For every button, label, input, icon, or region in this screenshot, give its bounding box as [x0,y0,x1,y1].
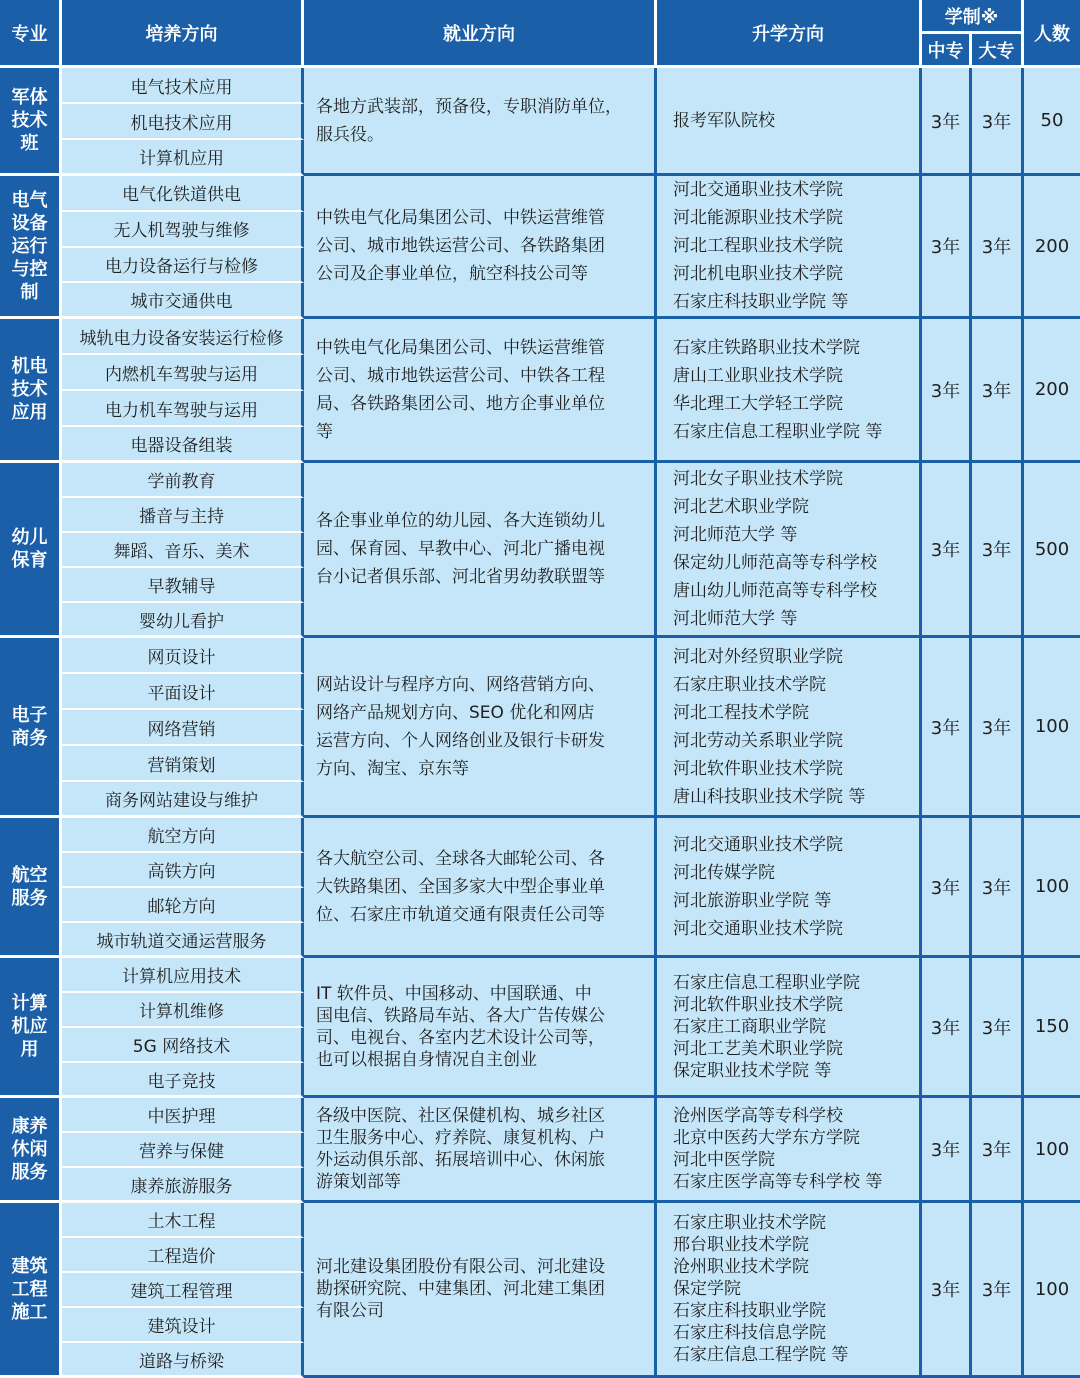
major-name: 康养休闲服务 [11,1115,48,1183]
school-item: 石家庄信息工程职业学院 [673,972,860,993]
school-item: 河北工艺美术职业学院 [673,1038,843,1059]
school-item: 河北女子职业技术学院 [673,469,843,489]
training-direction: 机电技术应用 [62,104,304,140]
training-direction: 计算机维修 [62,993,304,1028]
secondary-years: 3年 [922,463,972,638]
school-list [673,107,909,135]
training-direction: 建筑工程管理 [62,1273,304,1308]
student-count: 500 [1024,463,1080,638]
college-years: 3年 [972,818,1024,958]
training-direction: 学前教育 [62,463,304,498]
training-direction: 土木工程 [62,1203,304,1238]
school-item: 河北机电职业技术学院 [673,264,843,284]
school-item: 石家庄医学高等专科学校 等 [673,1172,883,1192]
employment-line: 公司及企事业单位，航空科技公司等 [316,264,588,284]
employment-line: 局、各铁路集团公司、地方企事业单位 [316,393,605,414]
employment-line: 台小记者俱乐部、河北省男幼教联盟等 [316,567,605,587]
school-item: 河北工程职业技术学院 [673,236,843,256]
employment-line: 各级中医院、社区保健机构、城乡社区 [316,1106,605,1126]
training-direction: 电力机车驾驶与运用 [62,391,304,427]
employment-line: 服兵役。 [316,124,384,145]
employment-line: 各大航空公司、全球各大邮轮公司、各 [316,848,605,869]
training-direction: 电力设备运行与检修 [62,248,304,284]
major-name: 军体技术班 [11,87,48,154]
school-item: 保定职业技术学院 等 [673,1060,832,1081]
major-name: 建筑工程施工 [11,1255,48,1323]
student-count: 100 [1024,818,1080,958]
training-direction: 航空方向 [62,818,304,853]
employment-line: 公司、城市地铁运营公司、中铁各工程 [316,365,605,386]
school-item: 河北工程技术学院 [673,702,809,723]
school-item: 报考军队院校 [673,110,775,131]
major-name: 机电技术应用 [11,356,48,423]
employment-cell [304,68,657,176]
training-direction: 早教辅导 [62,568,304,603]
training-direction: 营养与保健 [62,1133,304,1168]
secondary-years: 3年 [922,176,972,319]
employment-line: 卫生服务中心、疗养院、康复机构、户 [316,1128,605,1148]
training-direction: 城市轨道交通运营服务 [62,923,304,958]
table-row [0,176,1080,212]
employment-line: 网站设计与程序方向、网络营销方向、 [316,674,605,695]
school-item: 沧州职业技术学院 [673,1257,809,1277]
employment-line: 国电信、铁路局车站、各大广告传媒公 [316,1005,605,1026]
school-list [673,972,909,1082]
table-row [0,958,1080,993]
major-name: 电子商务 [11,704,48,749]
header-count: 人数 [1024,0,1080,68]
school-item: 唐山科技职业技术学院 等 [673,786,866,807]
school-item: 河北能源职业技术学院 [673,208,843,228]
secondary-years: 3年 [922,1098,972,1203]
employment-cell [304,1203,657,1378]
school-item: 石家庄信息工程职业学院 等 [673,421,883,442]
school-item: 河北交通职业技术学院 [673,834,843,855]
school-list [673,643,909,811]
major-name: 计算机应用 [11,993,48,1060]
header-training: 培养方向 [62,0,304,68]
employment-line: 司、电视台、各室内艺术设计公司等， [316,1027,605,1048]
training-direction: 平面设计 [62,674,304,710]
training-direction: 康养旅游服务 [62,1168,304,1203]
major-cell [0,319,62,463]
major-cell [0,958,62,1098]
training-direction: 营销策划 [62,746,304,782]
school-item: 沧州医学高等专科学校 [673,1106,843,1126]
employment-line: 各企事业单位的幼儿园、各大连锁幼儿 [316,511,605,531]
further-study-cell [657,1098,922,1203]
table-row [0,68,1080,104]
major-cell [0,68,62,176]
employment-cell [304,818,657,958]
school-item: 石家庄科技职业学院 [673,1301,826,1321]
training-direction: 城市交通供电 [62,283,304,319]
further-study-cell [657,319,922,463]
school-item: 河北交通职业技术学院 [673,180,843,200]
school-item: 河北旅游职业学院 等 [673,890,832,911]
employment-line: 游策划部等 [316,1172,401,1192]
training-direction: 无人机驾驶与维修 [62,212,304,248]
secondary-years: 3年 [922,958,972,1098]
further-study-cell [657,1203,922,1378]
college-years: 3年 [972,68,1024,176]
school-item: 石家庄信息工程学院 等 [673,1345,849,1365]
employment-cell [304,319,657,463]
school-item: 河北师范大学 等 [673,609,798,629]
table-row [0,463,1080,498]
header-secondary: 中专 [922,34,972,68]
college-years: 3年 [972,958,1024,1098]
training-direction: 网页设计 [62,638,304,674]
further-study-cell [657,958,922,1098]
employment-line: 也可以根据自身情况自主创业 [316,1049,537,1070]
major-name: 航空服务 [11,864,48,909]
major-cell [0,463,62,638]
school-item: 河北对外经贸职业学院 [673,646,843,667]
college-years: 3年 [972,638,1024,818]
training-direction: 婴幼儿看护 [62,603,304,638]
secondary-years: 3年 [922,818,972,958]
major-name: 幼儿保育 [11,527,48,571]
school-item: 石家庄职业技术学院 [673,1213,826,1233]
college-years: 3年 [972,319,1024,463]
college-years: 3年 [972,176,1024,319]
employment-line: IT 软件员、中国移动、中国联通、中 [316,983,592,1004]
school-item: 河北劳动关系职业学院 [673,730,843,751]
student-count: 200 [1024,176,1080,319]
training-direction: 中医护理 [62,1098,304,1133]
employment-line: 等 [316,421,333,442]
school-item: 石家庄工商职业学院 [673,1016,826,1037]
header-major: 专业 [0,0,62,68]
table-row [0,818,1080,853]
training-direction: 电子竞技 [62,1063,304,1098]
school-item: 河北软件职业技术学院 [673,758,843,779]
school-list [673,465,909,633]
employment-line: 外运动俱乐部、拓展培训中心、休闲旅 [316,1150,605,1170]
school-item: 保定学院 [673,1279,741,1299]
major-cell [0,818,62,958]
school-list [673,831,909,943]
training-direction: 道路与桥梁 [62,1343,304,1378]
school-item: 华北理工大学轻工学院 [673,393,843,414]
training-direction: 建筑设计 [62,1308,304,1343]
school-item: 河北师范大学 等 [673,525,798,545]
training-direction: 工程造价 [62,1238,304,1273]
school-list [673,334,909,446]
header-college: 大专 [972,34,1024,68]
employment-cell [304,176,657,319]
student-count: 100 [1024,1098,1080,1203]
training-direction: 内燃机车驾驶与运用 [62,355,304,391]
college-years: 3年 [972,1098,1024,1203]
student-count: 100 [1024,1203,1080,1378]
school-item: 石家庄铁路职业技术学院 [673,337,860,358]
college-years: 3年 [972,463,1024,638]
student-count: 100 [1024,638,1080,818]
training-direction: 计算机应用 [62,140,304,176]
training-direction: 电气化铁道供电 [62,176,304,212]
school-item: 河北艺术职业学院 [673,497,809,517]
employment-line: 有限公司 [316,1301,384,1321]
employment-line: 河北建设集团股份有限公司、河北建设 [316,1257,605,1277]
secondary-years: 3年 [922,638,972,818]
employment-line: 公司、城市地铁运营公司、各铁路集团 [316,236,605,256]
table-row [0,1203,1080,1238]
training-direction: 电气技术应用 [62,68,304,104]
major-cell [0,1098,62,1203]
employment-line: 中铁电气化局集团公司、中铁运营维管 [316,208,605,228]
employment-line: 方向、淘宝、京东等 [316,758,469,779]
student-count: 50 [1024,68,1080,176]
employment-line: 各地方武装部，预备役，专职消防单位， [316,96,622,117]
training-direction: 5G 网络技术 [62,1028,304,1063]
school-item: 唐山工业职业技术学院 [673,365,843,386]
major-cell [0,1203,62,1378]
school-item: 河北传媒学院 [673,862,775,883]
employment-cell [304,638,657,818]
major-cell [0,638,62,818]
school-item: 河北软件职业技术学院 [673,994,843,1015]
table-row [0,1098,1080,1133]
school-item: 保定幼儿师范高等专科学校 [673,553,877,573]
training-direction: 高铁方向 [62,853,304,888]
training-direction: 计算机应用技术 [62,958,304,993]
table-row [0,319,1080,355]
further-study-cell [657,818,922,958]
employment-line: 网络产品规划方向、SEO 优化和网店 [316,702,595,723]
school-item: 石家庄科技信息学院 [673,1323,826,1343]
employment-line: 园、保育园、早教中心、河北广播电视 [316,539,605,559]
training-direction: 网络营销 [62,710,304,746]
employment-cell [304,463,657,638]
employment-line: 大铁路集团、全国多家大中型企事业单 [316,876,605,897]
training-direction: 播音与主持 [62,498,304,533]
school-list [673,176,909,316]
school-item: 石家庄科技职业学院 等 [673,292,849,312]
header-further-study: 升学方向 [657,0,922,68]
employment-line: 运营方向、个人网络创业及银行卡研发 [316,730,605,751]
further-study-cell [657,176,922,319]
secondary-years: 3年 [922,1203,972,1378]
table-row [0,638,1080,674]
employment-line: 中铁电气化局集团公司、中铁运营维管 [316,337,605,358]
school-item: 石家庄职业技术学院 [673,674,826,695]
further-study-cell [657,68,922,176]
secondary-years: 3年 [922,319,972,463]
training-direction: 商务网站建设与维护 [62,782,304,818]
header-duration: 学制※ [922,0,1024,34]
student-count: 150 [1024,958,1080,1098]
school-item: 邢台职业技术学院 [673,1235,809,1255]
school-item: 河北中医学院 [673,1150,775,1170]
school-list [673,1212,909,1366]
table-body [0,68,1080,1378]
employment-cell [304,958,657,1098]
school-item: 唐山幼儿师范高等专科学校 [673,581,877,601]
school-list [673,1105,909,1193]
further-study-cell [657,463,922,638]
student-count: 200 [1024,319,1080,463]
training-direction: 城轨电力设备安装运行检修 [62,319,304,355]
employment-line: 位、石家庄市轨道交通有限责任公司等 [316,904,605,925]
college-years: 3年 [972,1203,1024,1378]
training-direction: 邮轮方向 [62,888,304,923]
training-direction: 电器设备组装 [62,427,304,463]
school-item: 河北交通职业技术学院 [673,918,843,939]
further-study-cell [657,638,922,818]
header-employment: 就业方向 [304,0,657,68]
major-name: 电气设备运行与控制 [11,189,48,303]
training-direction: 舞蹈、音乐、美术 [62,533,304,568]
employment-cell [304,1098,657,1203]
major-cell [0,176,62,319]
secondary-years: 3年 [922,68,972,176]
school-item: 北京中医药大学东方学院 [673,1128,860,1148]
employment-line: 勘探研究院、中建集团、河北建工集团 [316,1279,605,1299]
